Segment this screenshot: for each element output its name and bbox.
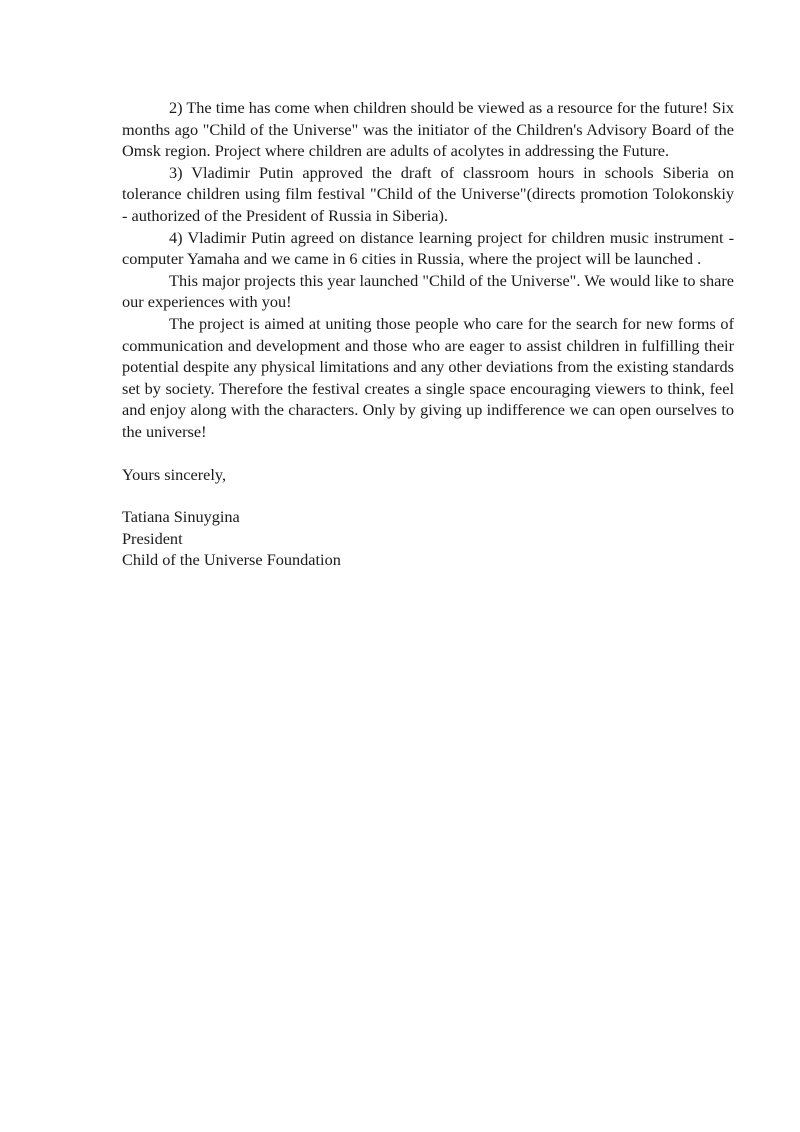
- paragraph-item-3: 3) Vladimir Putin approved the draft of classroom hours in schools Siberia on tolerance children using film festival "Child of the Universe"(directs promotion Tolokonskiy - authorized of the President of Russia in Siberia).: [122, 162, 734, 225]
- signature-block: [122, 506, 734, 571]
- signatory-organization: Child of the Universe Foundation: [122, 550, 341, 570]
- letter-body: [122, 97, 734, 571]
- signatory-title: President: [122, 528, 183, 548]
- signatory-name: Tatiana Sinuygina: [122, 507, 240, 527]
- paragraph-major-projects: This major projects this year launched "Child of the Universe". We would like to share our experiences with you!: [122, 270, 734, 312]
- paragraph-project-aim: The project is aimed at uniting those people who care for the search for new forms of communication and development and those who are eager to assist children in fulfilling their potential despite any physical limitations and any other deviations from the existing standards set by society. Therefore the festival creates a single space encouraging viewers to think, feel and enjoy along with the characters. Only by giving up indifference we can open ourselves to the universe!: [122, 313, 734, 441]
- paragraph-item-2: 2) The time has come when children should be viewed as a resource for the future! Six months ago "Child of the Universe" was the initiator of the Children's Advisory Board of the Omsk region. Project where children are adults of acolytes in addressing the Future.: [122, 98, 734, 161]
- letter-closing: Yours sincerely,: [122, 464, 227, 484]
- paragraph-item-4: 4) Vladimir Putin agreed on distance learning project for children music instrument - computer Yamaha and we came in 6 cities in Russia, where the project will be launched .: [122, 227, 734, 269]
